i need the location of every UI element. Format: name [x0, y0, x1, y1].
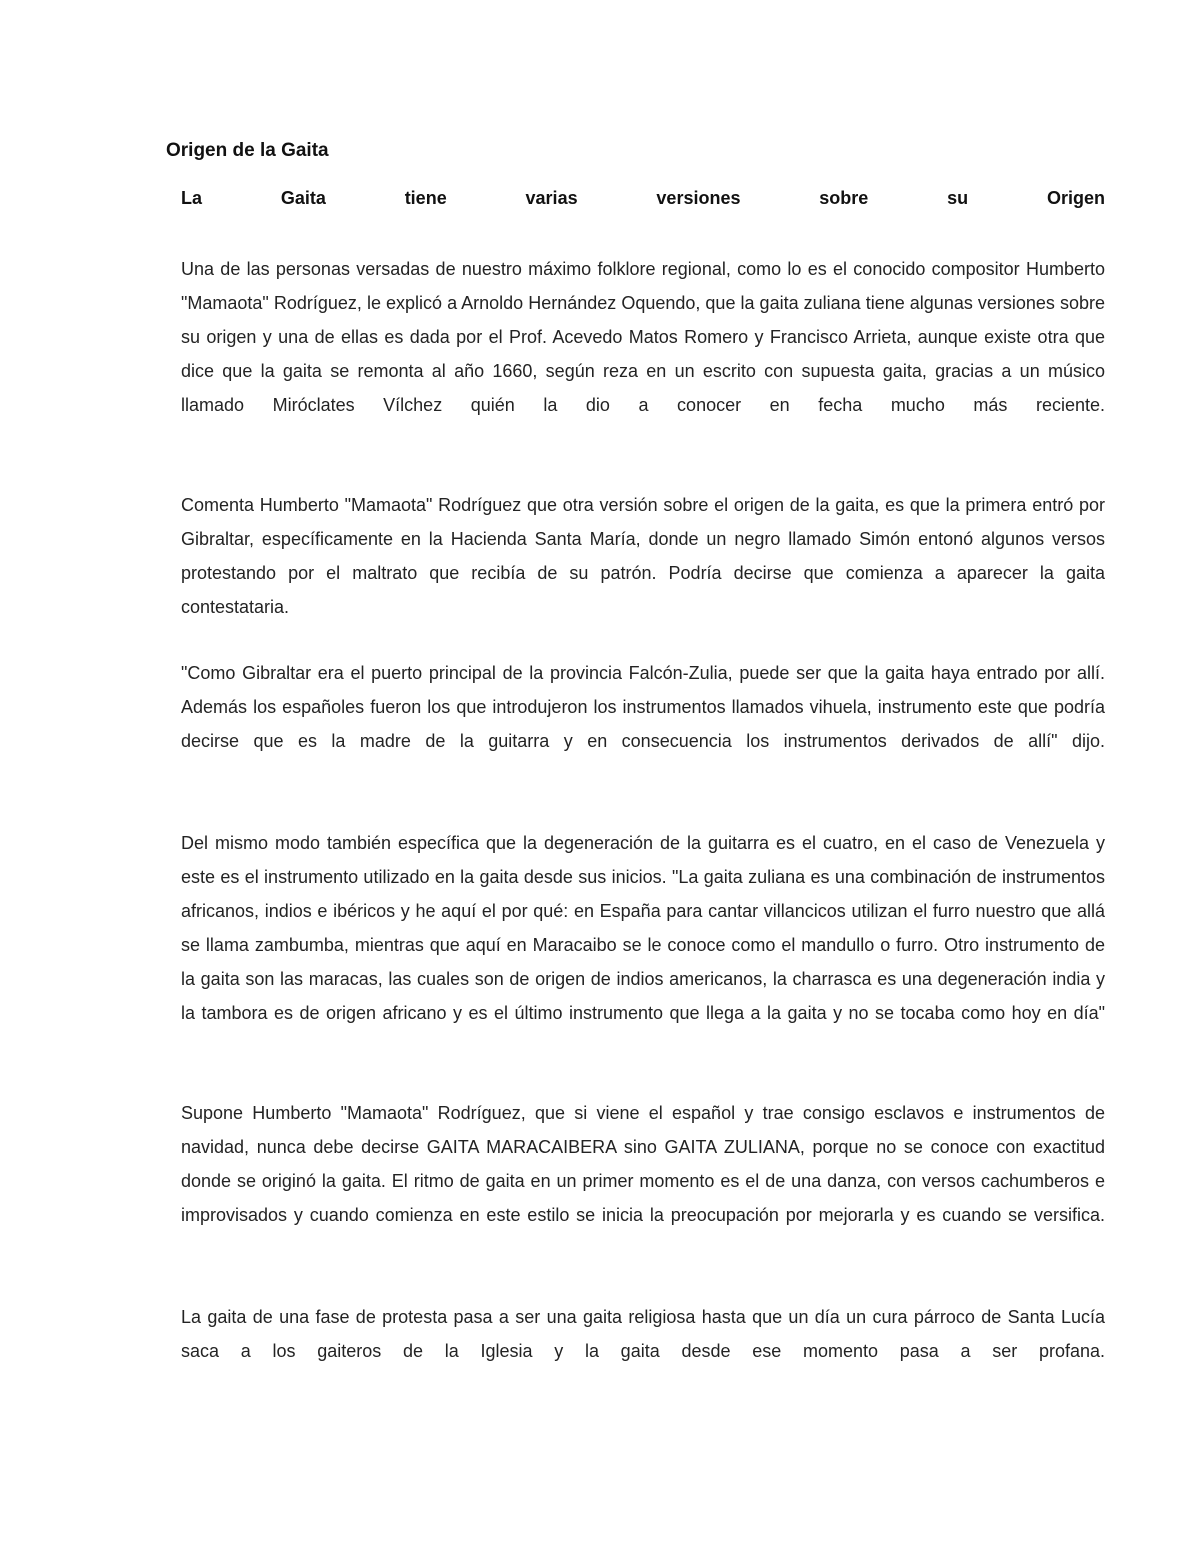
paragraph-1: Una de las personas versadas de nuestro máximo folklore regional, como lo es el conocido compositor Humberto "Mamaota" Rodríguez, le explicó a Arnoldo Hernández Oquendo, que la gaita zuliana tiene algunas versiones sobre su origen y una de ellas es dada por el Prof. Acevedo Matos Romero y Francisco Arrieta, aunque existe otra que dice que la gaita se remonta al año 1660, según reza en un escrito con supuesta gaita, gracias a un músico llamado Miróclates Vílchez quién la dio a conocer en fecha mucho más reciente.	[181, 259, 1105, 415]
paragraph-6: La gaita de una fase de protesta pasa a ser una gaita religiosa hasta que un día un cura párroco de Santa Lucía saca a los gaiteros de la Iglesia y la gaita desde ese momento pasa a ser profana.	[181, 1307, 1105, 1361]
document-title: Origen de la Gaita	[166, 140, 329, 161]
paragraph-2: Comenta Humberto "Mamaota" Rodríguez que otra versión sobre el origen de la gaita, es que la primera entró por Gibraltar, específicamente en la Hacienda Santa María, donde un negro llamado Simón entonó algunos versos protestando por el maltrato que recibía de su patrón. Podría decirse que comienza a aparecer la gaita contestataria.	[181, 495, 1105, 617]
paragraph-5: Supone Humberto "Mamaota" Rodríguez, que si viene el español y trae consigo esclavos e instrumentos de navidad, nunca debe decirse GAITA MARACAIBERA sino GAITA ZULIANA, porque no se conoce con exactitud donde se originó la gaita. El ritmo de gaita en un primer momento es el de una danza, con versos cachumberos e improvisados y cuando comienza en este estilo se inicia la preocupación por mejorarla y es cuando se versifica.	[181, 1103, 1105, 1225]
paragraph-4: Del mismo modo también específica que la degeneración de la guitarra es el cuatro, en el caso de Venezuela y este es el instrumento utilizado en la gaita desde sus inicios. "La gaita zuliana es una combinación de instrumentos africanos, indios e ibéricos y he aquí el por qué: en España para cantar villancicos utilizan el furro nuestro que allá se llama zambumba, mientras que aquí en Maracaibo se le conoce como el mandullo o furro. Otro instrumento de la gaita son las maracas, las cuales son de origen de indios americanos, la charrasca es una degeneración india y la tambora es de origen africano y es el último instrumento que llega a la gaita y no se tocaba como hoy en día"	[181, 833, 1105, 1023]
document-subtitle: La Gaita tiene varias versiones sobre su Origen	[181, 188, 1105, 208]
paragraph-3: "Como Gibraltar era el puerto principal de la provincia Falcón-Zulia, puede ser que la gaita haya entrado por allí. Además los españoles fueron los que introdujeron los instrumentos llamados vihuela, instrumento este que podría decirse que es la madre de la guitarra y en consecuencia los instrumentos derivados de allí" dijo.	[181, 663, 1105, 751]
